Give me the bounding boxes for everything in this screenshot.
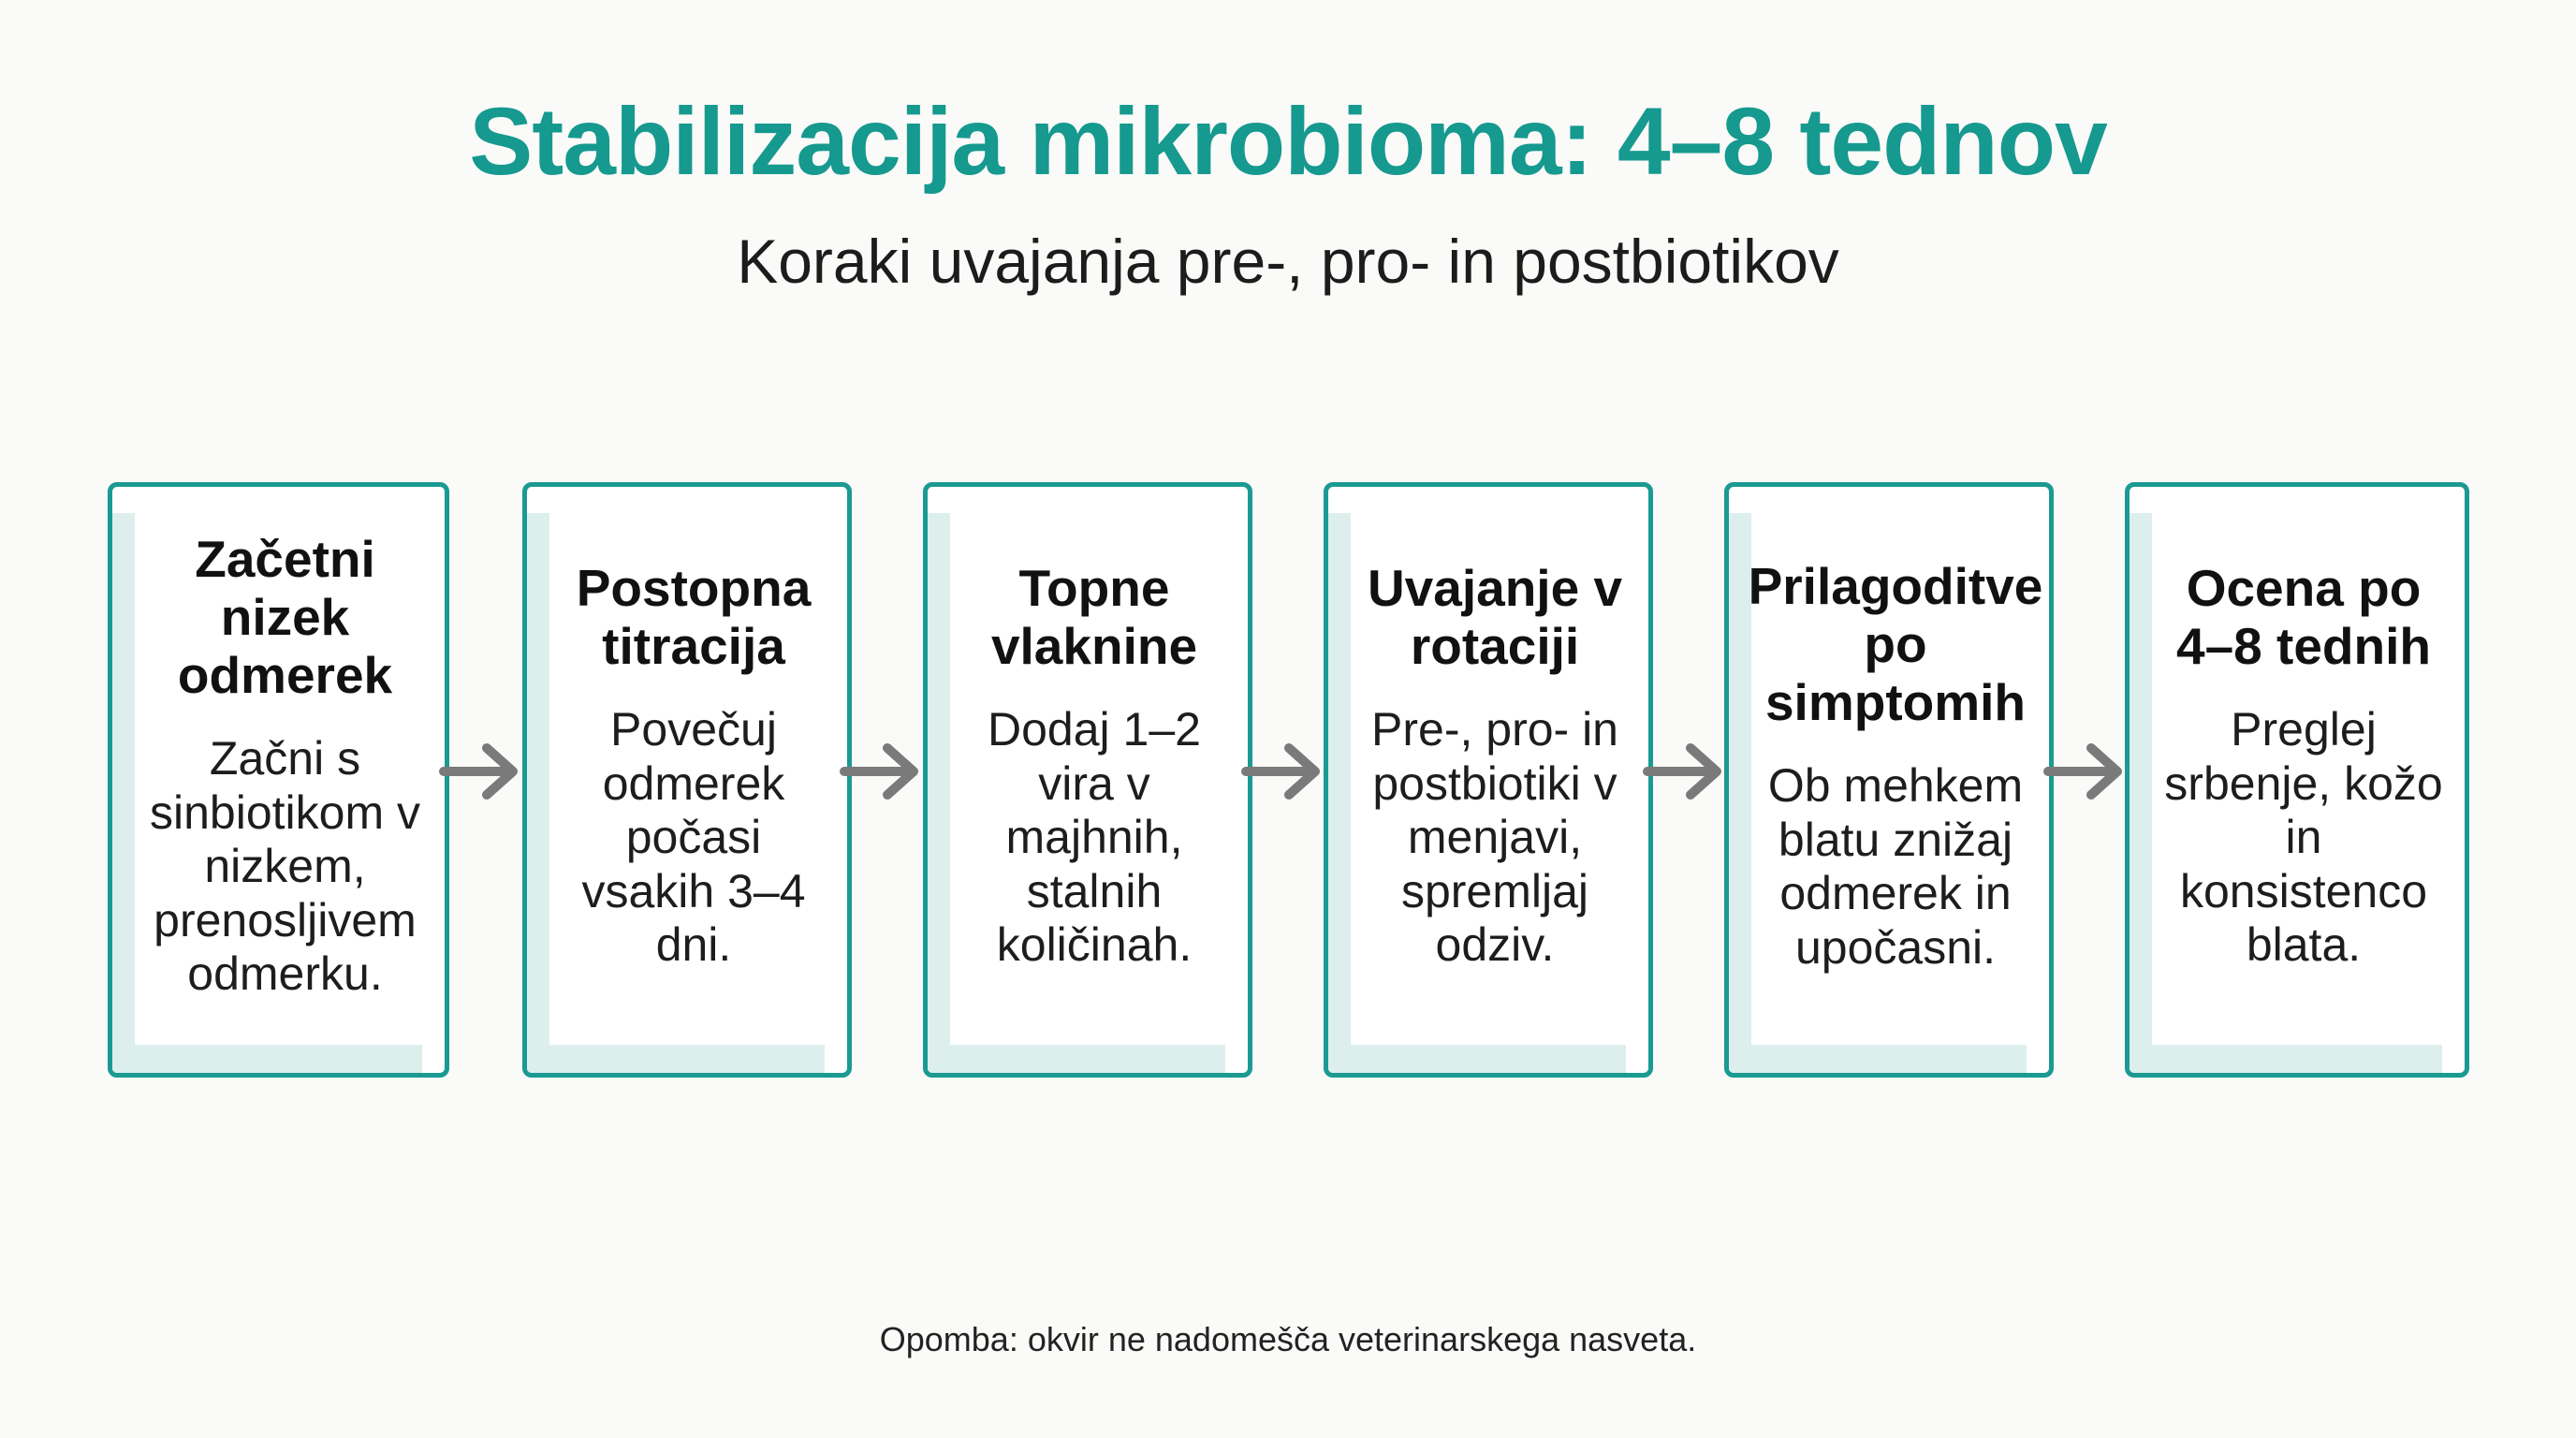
step-description: Začni s sinbiotikom v nizkem, prenosljivem odmerku.	[150, 732, 420, 1001]
step-card-5	[1724, 482, 2054, 1078]
step-card-3	[923, 482, 1252, 1078]
step-description: Povečuj odmerek počasi vsakih 3–4 dni.	[581, 703, 806, 972]
card-shadow-bottom	[527, 1045, 825, 1073]
arrow-right-icon	[438, 737, 524, 806]
step-title: Topne vlaknine	[990, 559, 1198, 676]
step-description: Preglej srbenje, kožo in konsistenco blata.	[2164, 703, 2443, 972]
step-description: Pre-, pro- in postbiotiki v menjavi, spremljaj odziv.	[1371, 703, 1618, 972]
card-shadow-left	[928, 513, 950, 1073]
card-shadow-left	[527, 513, 549, 1073]
arrow-right-icon	[1240, 737, 1326, 806]
page-subtitle: Koraki uvajanja pre-, pro- in postbiotikov	[737, 227, 1839, 296]
step-description: Dodaj 1–2 vira v majhnih, stalnih količinah.	[988, 703, 1201, 972]
page-title: Stabilizacija mikrobioma: 4–8 tednov	[469, 88, 2107, 195]
step-card-2	[522, 482, 852, 1078]
card-shadow-bottom	[1328, 1045, 1626, 1073]
step-card-4	[1324, 482, 1653, 1078]
card-shadow-bottom	[1729, 1045, 2027, 1073]
arrow-right-icon	[1642, 737, 1728, 806]
step-description: Ob mehkem blatu znižaj odmerek in upočasni.	[1767, 759, 2024, 974]
step-card-1	[108, 482, 449, 1078]
step-title: Postopna titracija	[576, 559, 812, 676]
footnote: Opomba: okvir ne nadomešča veterinarskega nasveta.	[879, 1320, 1697, 1358]
card-shadow-left	[2130, 513, 2152, 1073]
arrow-right-icon	[839, 737, 925, 806]
card-shadow-left	[112, 513, 135, 1073]
step-card-6	[2125, 482, 2469, 1078]
step-title: Uvajanje v rotaciji	[1367, 559, 1623, 676]
card-shadow-bottom	[2130, 1045, 2442, 1073]
step-title: Ocena po 4–8 tednih	[2175, 559, 2432, 676]
arrow-right-icon	[2042, 737, 2129, 806]
card-shadow-bottom	[112, 1045, 422, 1073]
card-shadow-bottom	[928, 1045, 1225, 1073]
step-title: Začetni nizek odmerek	[177, 530, 393, 705]
step-title: Prilagoditve po simptomih	[1748, 556, 2043, 732]
card-shadow-left	[1328, 513, 1351, 1073]
